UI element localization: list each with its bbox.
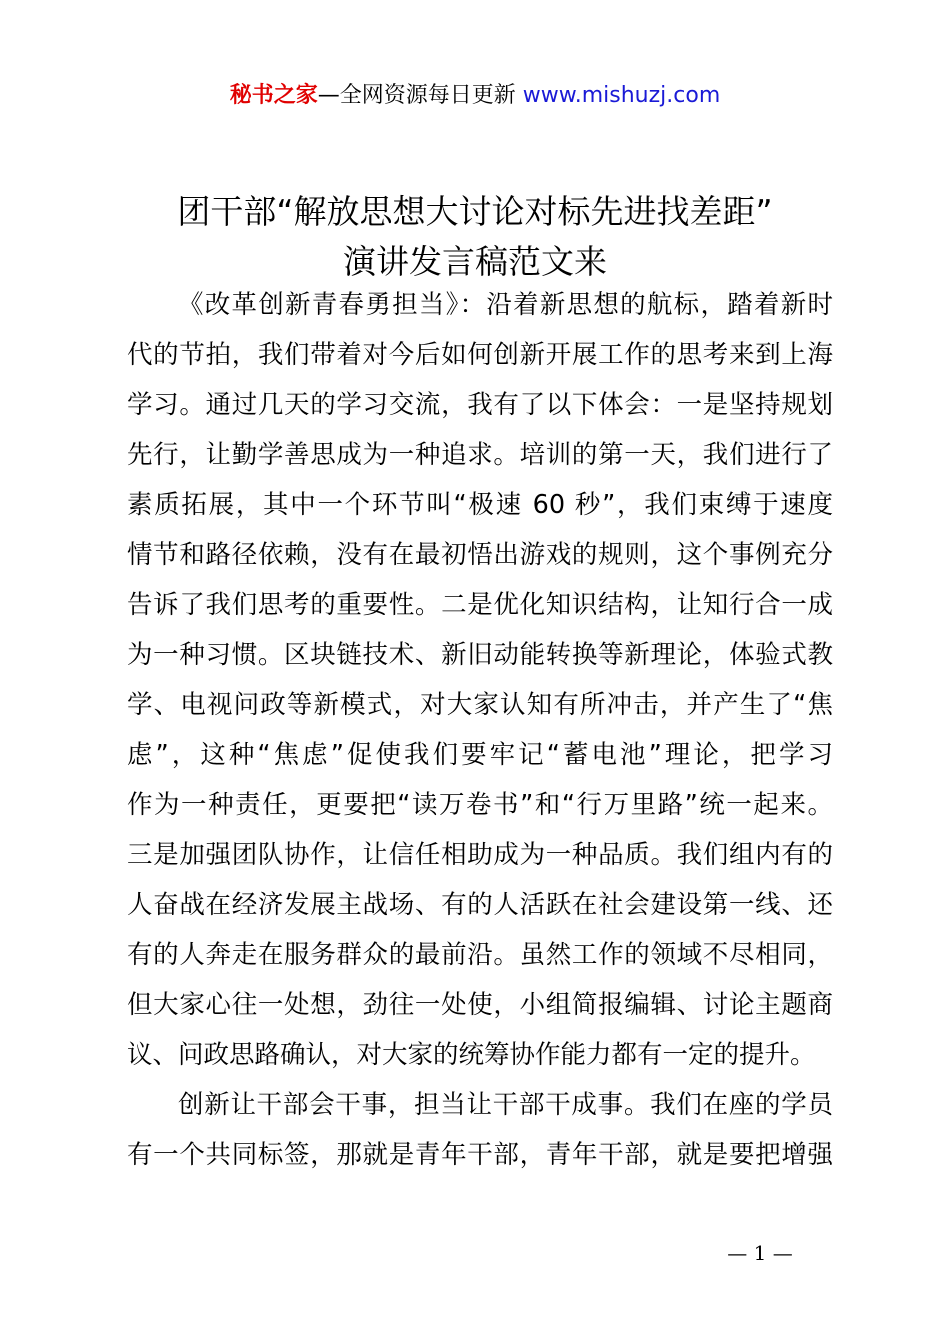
body-line: 为一种习惯。区块链技术、新旧动能转换等新理论，体验式教 (127, 640, 833, 670)
document-body (127, 280, 833, 1180)
body-line: 三是加强团队协作，让信任相助成为一种品质。我们组内有的 (127, 840, 833, 870)
header-slogan: —全网资源每日更新 (317, 83, 516, 108)
title-line-1: 团干部“解放思想大讨论对标先进找差距” (177, 192, 773, 231)
body-line: 有一个共同标签，那就是青年干部，青年干部，就是要把增强 (127, 1140, 833, 1170)
body-line: 告诉了我们思考的重要性。二是优化知识结构，让知行合一成 (127, 590, 833, 620)
body-line: 素质拓展，其中一个环节叫“极速 60 秒”，我们束缚于速度 (127, 490, 833, 520)
body-line: 议、问政思路确认，对大家的统筹协作能力都有一定的提升。 (127, 1040, 816, 1070)
site-url-link[interactable]: www.mishuzj.com (522, 83, 721, 108)
body-line: 代的节拍，我们带着对今后如何创新开展工作的思考来到上海 (127, 340, 833, 370)
body-line: 但大家心往一处想，劲往一处使，小组简报编辑、讨论主题商 (127, 990, 833, 1020)
body-line: 《改革创新青春勇担当》：沿着新思想的航标，踏着新时 (178, 290, 833, 320)
body-line: 学习。通过几天的学习交流，我有了以下体会：一是坚持规划 (127, 390, 833, 420)
body-line: 情节和路径依赖，没有在最初悟出游戏的规则，这个事例充分 (127, 540, 833, 570)
body-line: 学、电视问政等新模式，对大家认知有所冲击，并产生了“焦 (127, 690, 833, 720)
body-line: 虑”，这种“焦虑”促使我们要牢记“蓄电池”理论，把学习 (127, 740, 833, 770)
body-line: 人奋战在经济发展主战场、有的人活跃在社会建设第一线、还 (127, 890, 833, 920)
site-header (0, 80, 950, 112)
page-number: — 1 — (727, 1241, 793, 1265)
body-line: 作为一种责任，更要把“读万卷书”和“行万里路”统一起来。 (127, 790, 833, 820)
body-line: 有的人奔走在服务群众的最前沿。虽然工作的领域不尽相同， (127, 940, 833, 970)
body-line: 创新让干部会干事，担当让干部干成事。我们在座的学员 (178, 1090, 833, 1120)
title-line-2: 演讲发言稿范文来 (343, 242, 607, 281)
brand-name: 秘书之家 (229, 83, 318, 108)
document-title (0, 187, 950, 287)
body-line: 先行，让勤学善思成为一种追求。培训的第一天，我们进行了 (127, 440, 833, 470)
